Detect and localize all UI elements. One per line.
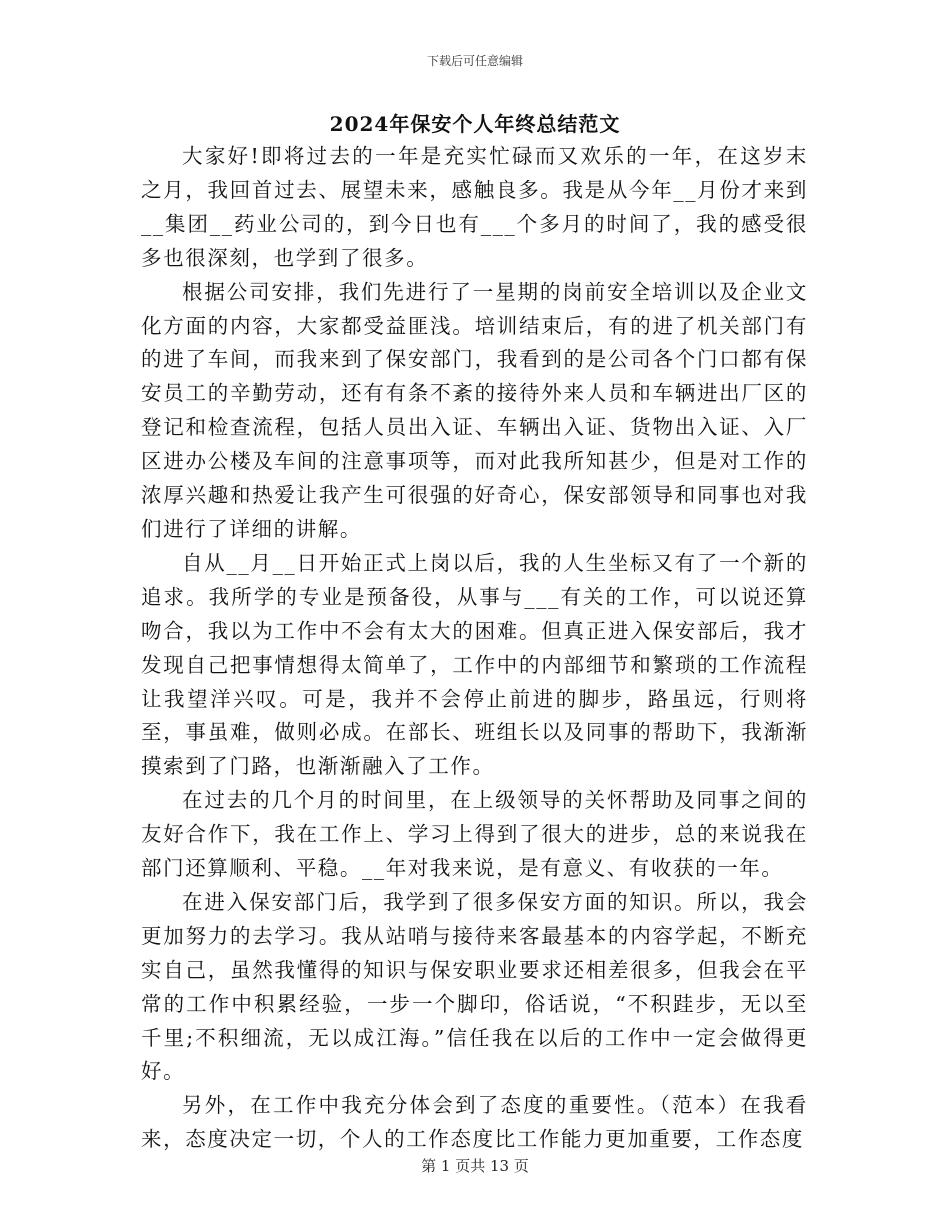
paragraph-3: 自从__月__日开始正式上岗以后，我的人生坐标又有了一个新的追求。我所学的专业是预备役，从事与___有关的工作，可以说还算吻合，我以为工作中不会有太大的困难。但真正进入保安部后，我才发现自己把事情想得太简单了，工作中的内部细节和繁琐的工作流程让我望洋兴叹。可是，我并不会停止前进的脚步，路虽远，行则将至，事虽难，做则必成。在部长、班组长以及同事的帮助下，我渐渐摸索到了门路，也渐渐融入了工作。 [141,550,808,779]
paragraph-6: 另外，在工作中我充分体会到了态度的重要性。（范本）在我看来，态度决定一切，个人的工作态度比工作能力更加重要，工作态度 [141,1093,808,1152]
document-title: 2024年保安个人年终总结范文 [329,112,621,136]
document-body [141,140,808,1157]
paragraph-5: 在进入保安部门后，我学到了很多保安方面的知识。所以，我会更加努力的去学习。我从站哨与接待来客最基本的内容学起，不断充实自己，虽然我懂得的知识与保安职业要求还相差很多，但我会在平常的工作中积累经验，一步一个脚印，俗话说，“不积跬步，无以至千里;不积细流，无以成江海。”信任我在以后的工作中一定会做得更好。 [141,889,808,1084]
paragraph-2: 根据公司安排，我们先进行了一星期的岗前安全培训以及企业文化方面的内容，大家都受益匪浅。培训结束后，有的进了机关部门有的进了车间，而我来到了保安部门，我看到的是公司各个门口都有保安员工的辛勤劳动，还有有条不紊的接待外来人员和车辆进出厂区的登记和检查流程，包括人员出入证、车辆出入证、货物出入证、入厂区进办公楼及车间的注意事项等，而对此我所知甚少，但是对工作的浓厚兴趣和热爱让我产生可很强的好奇心，保安部领导和同事也对我们进行了详细的讲解。 [141,279,808,541]
page-number: 第 1 页共 13 页 [421,1157,529,1175]
paragraph-4: 在过去的几个月的时间里，在上级领导的关怀帮助及同事之间的友好合作下，我在工作上、学习上得到了很大的进步，总的来说我在部门还算顺利、平稳。__年对我来说，是有意义、有收获的一年。 [141,788,808,881]
header-note: 下载后可任意编辑 [426,54,523,68]
paragraph-1: 大家好!即将过去的一年是充实忙碌而又欢乐的一年，在这岁末之月，我回首过去、展望未来，感触良多。我是从今年__月份才来到__集团__药业公司的，到今日也有___个多月的时间了，我的感受很多也很深刻，也学到了很多。 [141,144,808,270]
